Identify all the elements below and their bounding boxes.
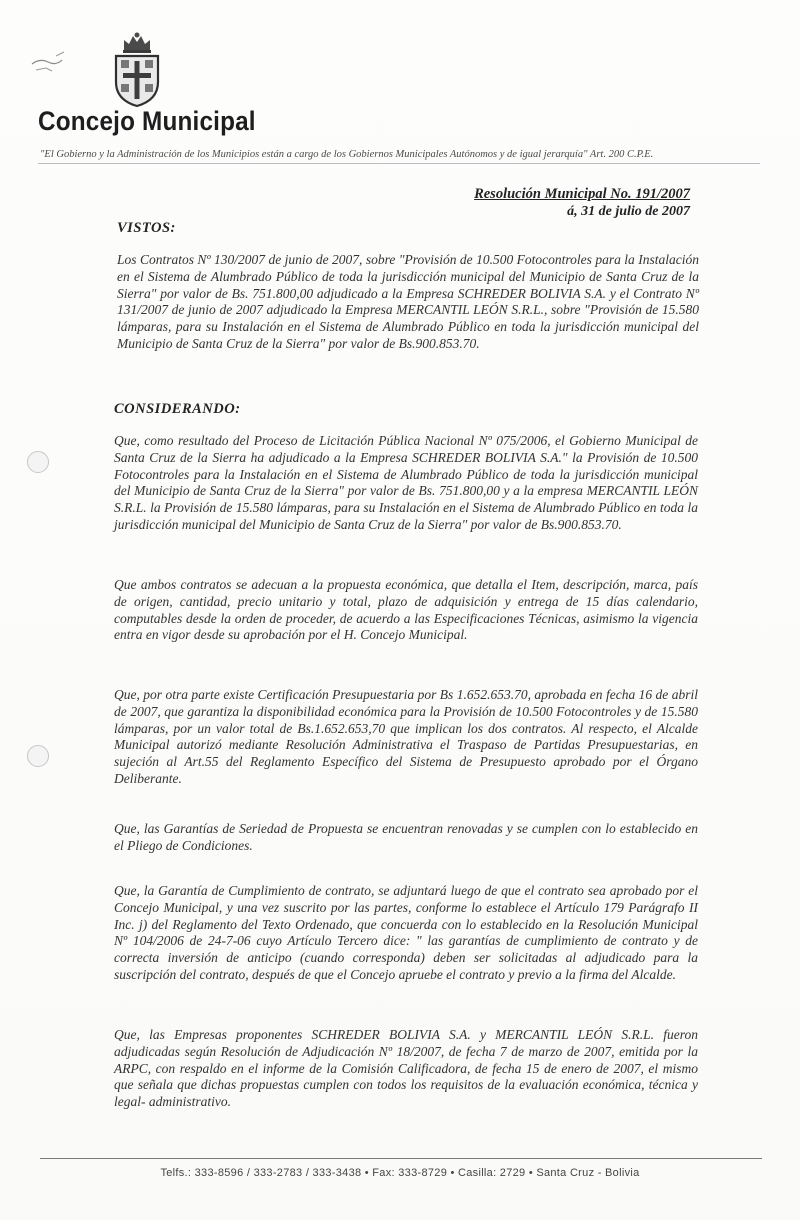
punch-hole: [27, 451, 49, 473]
considerando-paragraph-1: Que, como resultado del Proceso de Licitación Pública Nacional Nº 075/2006, el Gobierno Municipal de Santa Cruz de la Sierra ha adjudicado a la Empresa SCHREDER BOLIVIA S.A." la Provisión de 10.500 Fotocontroles para la Instalación en el Sistema de Alumbrado Público de toda la jurisdicción municipal del Municipio de Santa Cruz de la Sierra" por valor de Bs. 751.800,00 y a la empresa MERCANTIL LEÓN S.R.L. la Provisión de 15.580 lámparas, para su Instalación en el Sistema de Alumbrado Público en toda la jurisdicción municipal del Municipio de Santa Cruz de la Sierra" por valor de Bs.900.853.70.: [114, 433, 698, 532]
punch-hole: [27, 745, 49, 767]
considerando-paragraph-4: Que, las Garantías de Seriedad de Propuesta se encuentran renovadas y se cumplen con lo establecido en el Pliego de Condiciones.: [114, 821, 698, 853]
resolution-date: á, 31 de julio de 2007: [567, 204, 690, 219]
handwritten-mark: [28, 48, 78, 78]
resolution-number: Resolución Municipal No. 191/2007: [474, 186, 690, 202]
section-title-considerando: CONSIDERANDO:: [114, 401, 241, 417]
constitution-motto: "El Gobierno y la Administración de los Municipios están a cargo de los Gobiernos Municipales Autónomos y de igual jerarquía" Art. 200 C.P.E.: [40, 149, 654, 160]
section-title-vistos: VISTOS:: [117, 220, 176, 236]
header-divider: [38, 163, 760, 164]
municipal-crest-icon: [110, 30, 164, 108]
considerando-paragraph-5: Que, la Garantía de Cumplimiento de contrato, se adjuntará luego de que el contrato sea aprobado por el Concejo Municipal, y una vez suscrito por las partes, conforme lo establece el Artículo 179 Parágrafo II Inc. j) del Reglamento del Texto Ordenado, que concuerda con lo establecido en la Resolución Municipal Nº 104/2006 de 24-7-06 cuyo Artículo Tercero dice: " las garantías de cumplimiento de contrato y de correcta inversión de anticipo (cuando corresponda) deben ser solicitadas al adjudicado para la suscripción del contrato, después de que el Concejo apruebe el contrato y previo a la firma del Alcalde.: [114, 883, 698, 982]
footer-divider: [40, 1158, 762, 1159]
considerando-paragraph-2: Que ambos contratos se adecuan a la propuesta económica, que detalla el Item, descripción, marca, país de origen, cantidad, precio unitario y total, plazo de adquisición y entrega de 15 días calendario, computables desde la orden de proceder, de acuerdo a las Especificaciones Técnicas, asimismo la vigencia entra en vigor desde su aprobación por el H. Concejo Municipal.: [114, 577, 698, 643]
vistos-paragraph: Los Contratos Nº 130/2007 de junio de 2007, sobre "Provisión de 10.500 Fotocontroles para la Instalación en el Sistema de Alumbrado Público de toda la jurisdicción municipal del Municipio de Santa Cruz de la Sierra" por valor de Bs. 751.800,00 adjudicado a la Empresa SCHREDER BOLIVIA S.A. y el Contrato Nº 131/2007 de junio de 2007 adjudicado la Empresa MERCANTIL LEÓN S.R.L., sobre "Provisión de 15.580 lámparas, para su Instalación en el Sistema de Alumbrado Público en toda la jurisdicción municipal del Municipio de Santa Cruz de la Sierra" por valor de Bs.900.853.70.: [117, 252, 699, 351]
considerando-paragraph-6: Que, las Empresas proponentes SCHREDER BOLIVIA S.A. y MERCANTIL LEÓN S.R.L. fueron adjudicadas según Resolución de Adjudicación Nº 18/2007, de fecha 7 de marzo de 2007, emitida por la ARPC, con respaldo en el informe de la Comisión Calificadora, de fecha 15 de enero de 2007, el mismo que señala que dichas propuestas cumplen con todos los requisitos de la evaluación económica, técnica y legal- administrativo.: [114, 1027, 698, 1110]
council-title: Concejo Municipal: [38, 106, 256, 136]
footer-contact-info: Telfs.: 333-8596 / 333-2783 / 333-3438 • Fax: 333-8729 • Casilla: 2729 • Santa Cruz - Bolivia: [160, 1167, 640, 1179]
considerando-paragraph-3: Que, por otra parte existe Certificación Presupuestaria por Bs 1.652.653.70, aprobada en fecha 16 de abril de 2007, que garantiza la disponibilidad económica para la Provisión de 10.500 Fotocontroles y de 15.580 lámparas, por un valor total de Bs.1.652.653,70 que implican los dos contratos. Al respecto, el Alcalde Municipal autorizó mediante Resolución Administrativa el Traspaso de Partidas Presupuestarias, en sujeción al Art.55 del Reglamento Específico del Sistema de Presupuesto aprobado por el Órgano Deliberante.: [114, 687, 698, 786]
